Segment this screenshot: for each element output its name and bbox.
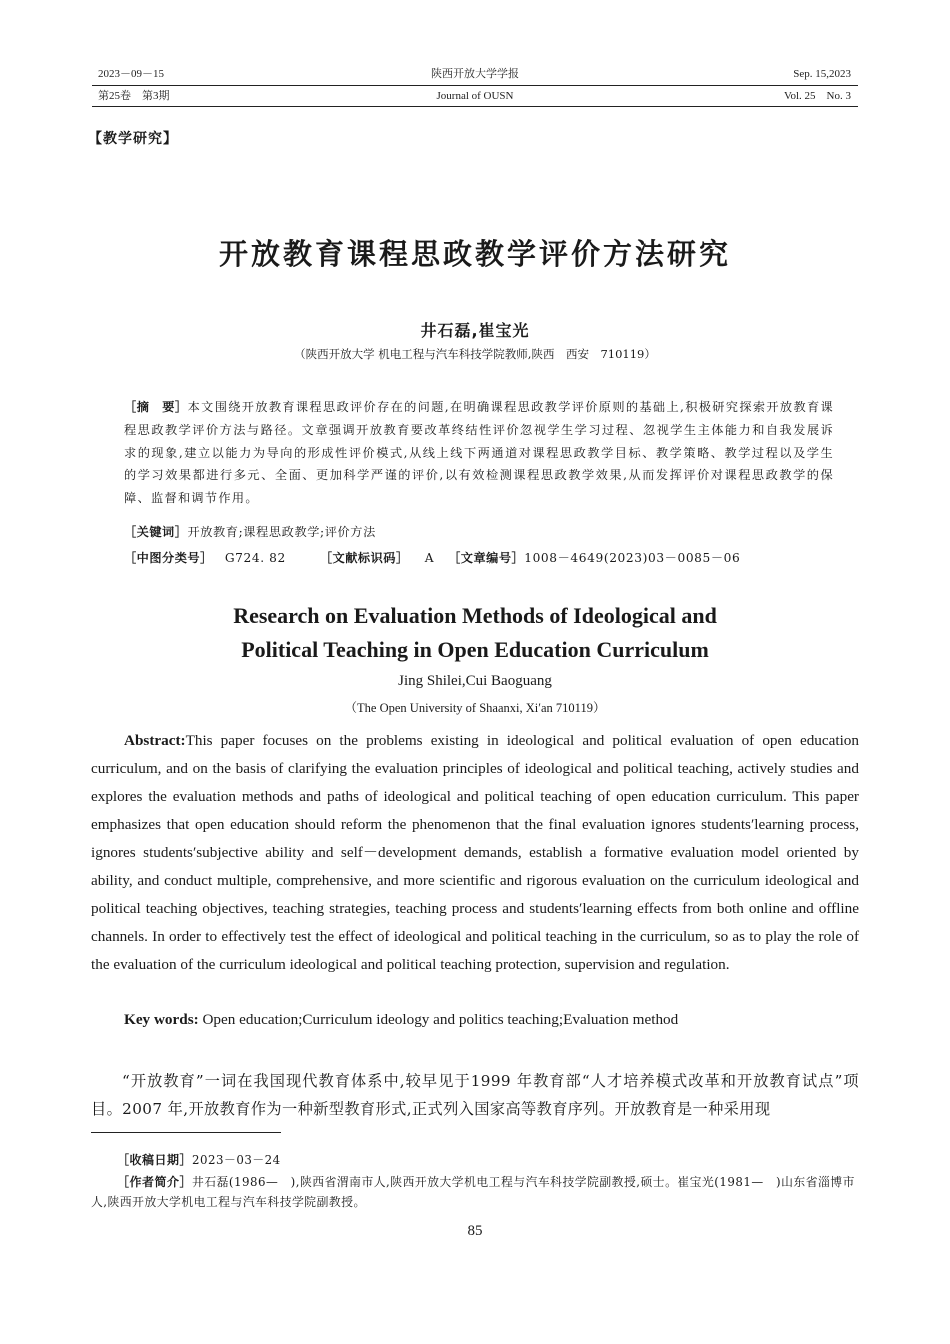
abstract-cn-label: ［摘 要］ bbox=[124, 400, 188, 414]
header-journal-cn: 陕西开放大学学报 bbox=[431, 68, 519, 80]
article-no-value: 1008－4649(2023)03－0085－06 bbox=[524, 551, 741, 565]
abstract-en-label: Abstract bbox=[124, 732, 181, 749]
affiliation-en: （The Open University of Shaanxi, Xi′an 710119） bbox=[344, 701, 606, 715]
authors-en: Jing Shilei,Cui Baoguang bbox=[398, 673, 552, 689]
header-date-cn: 2023－09－15 bbox=[98, 68, 164, 80]
keywords-cn bbox=[124, 523, 376, 540]
page-number: 85 bbox=[467, 1223, 483, 1239]
classification-line bbox=[124, 549, 740, 566]
abstract-cn-text: 本文围绕开放教育课程思政评价存在的问题,在明确课程思政教学评价原则的基础上,积极研究探索开放教育课程思政教学评价方法与路径。文章强调开放教育要改革终结性评价忽视学生学习过程、忽视学生主体能力和自我发展诉求的现象,建立以能力为导向的形成性评价模式,从线上线下两通道对课程思政教学目标、教学策略、教学过程以及学生的学习效果都进行多元、全面、更加科学严谨的评价,以有效检测课程思政教学效果,从而发挥评价对课程思政教学的保障、监督和调节作用。 bbox=[124, 400, 834, 506]
footnote-received bbox=[91, 1150, 859, 1170]
abstract-cn bbox=[124, 396, 834, 510]
received-value: 2023－03－24 bbox=[192, 1153, 281, 1167]
abstract-en-text: This paper focuses on the problems existing in ideological and political evaluation of open education curriculum, and on the basis of clarifying the evaluation principles of ideological and political teaching, actively studies and explores the evaluation methods and paths of ideological and political teaching of open education curriculum. This paper emphasizes that open education should reform the phenomenon that the final evaluation ignores students′learning process, ignores students′subjective ability and self－development demands, establish a formative evaluation model oriented by ability, and conduct multiple, comprehensive, and more scientific and rigorous evaluation on the curriculum ideological and political teaching objectives, teaching strategies, teaching process and students′learning effects from both online and offline channels. In order to effectively test the effect of ideological and political teaching in the curriculum, so as to play the role of the evaluation of the curriculum ideological and political teaching protection, supervision and regulation. bbox=[91, 732, 859, 973]
affiliation-cn: （陕西开放大学 机电工程与汽车科技学院教师,陕西 西安 710119） bbox=[294, 347, 656, 361]
abstract-en-sep: : bbox=[180, 732, 186, 749]
header-rule-thin bbox=[92, 85, 858, 86]
keywords-en bbox=[124, 1011, 678, 1029]
authors-cn: 井石磊,崔宝光 bbox=[420, 321, 530, 340]
clc-value: G724. 82 bbox=[224, 551, 286, 565]
author-bio-value: 井石磊(1986— ),陕西省渭南市人,陕西开放大学机电工程与汽车科技学院副教授,硕士。崔宝光(1981— )山东省淄博市人,陕西开放大学机电工程与汽车科技学院副教授。 bbox=[91, 1175, 855, 1209]
title-en-line1: Research on Evaluation Methods of Ideological and bbox=[233, 603, 717, 628]
header-volume-en: Vol. 25 No. 3 bbox=[783, 90, 851, 102]
title-en-line2: Political Teaching in Open Education Curriculum bbox=[241, 637, 709, 662]
doc-code-value: A bbox=[424, 551, 435, 565]
keywords-en-sep: : bbox=[193, 1011, 203, 1028]
clc-label: ［中图分类号］ bbox=[124, 551, 213, 565]
doc-code-label: ［文献标识码］ bbox=[319, 551, 409, 565]
keywords-en-text: Open education;Curriculum ideology and politics teaching;Evaluation method bbox=[202, 1011, 679, 1028]
keywords-en-label: Key words bbox=[124, 1011, 194, 1028]
header-rule bbox=[92, 106, 858, 107]
title-cn: 开放教育课程思政教学评价方法研究 bbox=[218, 237, 731, 271]
article-no-label: ［文章编号］ bbox=[448, 551, 525, 565]
header-date-en: Sep. 15,2023 bbox=[793, 68, 851, 80]
header-journal-en: Journal of OUSN bbox=[436, 90, 514, 102]
received-label: ［收稿日期］ bbox=[117, 1153, 193, 1167]
abstract-en bbox=[91, 727, 859, 979]
keywords-cn-text: 开放教育;课程思政教学;评价方法 bbox=[187, 525, 376, 539]
body-paragraph: “开放教育”一词在我国现代教育体系中,较早见于1999 年教育部“人才培养模式改革和开放教育试点”项目。2007 年,开放教育作为一种新型教育形式,正式列入国家高等教育序列。开放教育是一种采用现 bbox=[91, 1072, 859, 1118]
author-bio-label: ［作者简介］ bbox=[117, 1175, 193, 1189]
keywords-cn-label: ［关键词］ bbox=[124, 525, 188, 539]
header-volume-cn: 第25卷 第3期 bbox=[98, 90, 170, 102]
footnote-author bbox=[91, 1172, 859, 1212]
section-tag: 【教学研究】 bbox=[88, 131, 178, 147]
footnote-rule bbox=[91, 1132, 281, 1133]
